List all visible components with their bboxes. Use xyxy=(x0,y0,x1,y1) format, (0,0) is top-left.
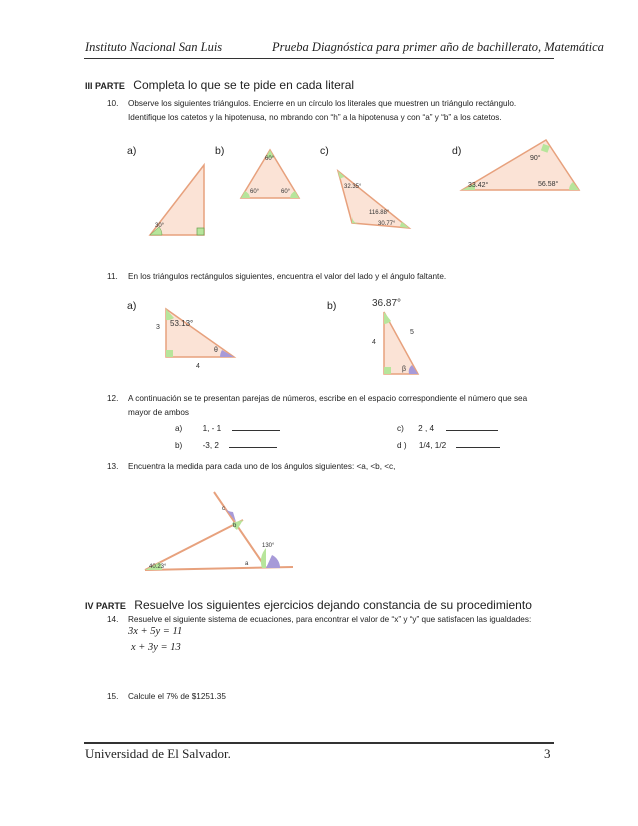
q11-b-side-left: 4 xyxy=(372,339,376,346)
q14-number: 14. xyxy=(107,615,119,624)
q10-label-c: c) xyxy=(320,145,329,157)
q12-d-label: d ) xyxy=(397,441,407,450)
q10-c-bottom: 116.88° xyxy=(369,210,390,216)
q12-item-a xyxy=(175,421,280,436)
q14-eq2: x + 3y = 13 xyxy=(131,642,181,653)
header-title: Prueba Diagnóstica para primer año de bachillerato, Matemática xyxy=(272,40,604,54)
q11-label-b: b) xyxy=(327,300,337,312)
q10-label-d: d) xyxy=(452,145,462,157)
q11-text: En los triángulos rectángulos siguientes, encuentra el valor del lado y el ángulo faltante. xyxy=(128,272,447,281)
part3-label: III PARTE xyxy=(85,81,125,91)
q10-b-top: 60° xyxy=(265,156,275,162)
q12-item-d xyxy=(397,438,500,453)
q10-d-right: 56.58° xyxy=(538,181,559,188)
q11-b-side-right: 5 xyxy=(410,329,414,336)
q15-text: Calcule el 7% de $1251.35 xyxy=(128,692,226,701)
q11-b-angle: 36.87° xyxy=(372,298,402,309)
q10-d-top: 90° xyxy=(530,155,541,162)
q14-eq1: 3x + 5y = 11 xyxy=(128,626,183,637)
q10-number: 10. xyxy=(107,99,119,108)
q12-a-label: a) xyxy=(175,424,183,433)
q10-triangle-c xyxy=(338,171,409,228)
q14-text: Resuelve el siguiente sistema de ecuaciones, para encontrar el valor de “x” y “y” que satisfacen las igualdades: xyxy=(128,615,532,624)
q11-b-unknown: β xyxy=(402,366,407,373)
part4-label: IV PARTE xyxy=(85,601,126,611)
q12-c-pair: 2 , 4 xyxy=(418,424,435,433)
part3-instruction: Completa lo que se te pide en cada literal xyxy=(133,78,355,92)
q11-label-a: a) xyxy=(127,300,137,312)
q12-a-pair: 1, - 1 xyxy=(202,424,222,433)
q10-c-right: 30.77° xyxy=(378,221,396,227)
part4-instruction: Resuelve los siguientes ejercicios dejando constancia de su procedimiento xyxy=(134,598,532,612)
q10-b-right: 60° xyxy=(281,189,291,195)
q13-c: c xyxy=(222,506,225,512)
q13-figure xyxy=(145,492,293,570)
q13-text: Encuentra la medida para cada uno de los ángulos siguientes: <a, <b, <c, xyxy=(128,462,396,471)
q10-a-angle: 30° xyxy=(155,223,165,229)
footer-rule xyxy=(84,742,554,744)
header-school: Instituto Nacional San Luis xyxy=(85,40,223,54)
q10-line2: Identifique los catetos y la hipotenusa, no mbrando con “h” a la hipotenusa y con “a” y “b” a los catetos. xyxy=(128,113,502,122)
q11-a-angle: 53.13° xyxy=(170,319,194,328)
q12-c-answer-blank[interactable] xyxy=(446,421,498,431)
q10-triangle-b xyxy=(241,150,299,198)
q13-left-angle: 40.23° xyxy=(149,564,167,570)
q10-label-b: b) xyxy=(215,145,225,157)
part4-heading xyxy=(85,596,532,614)
q12-line2: mayor de ambos xyxy=(128,408,189,417)
q12-d-answer-blank[interactable] xyxy=(456,438,500,448)
footer-university: Universidad de El Salvador. xyxy=(85,746,231,761)
q12-b-label: b) xyxy=(175,441,183,450)
q13-ext-angle: 130° xyxy=(262,543,275,549)
q10-label-a: a) xyxy=(127,145,137,157)
q11-number: 11. xyxy=(107,272,118,281)
q11-a-unknown: θ xyxy=(214,347,218,354)
q12-item-b xyxy=(175,438,277,453)
q10-line1: Observe los siguientes triángulos. Encierre en un círculo los literales que muestren un triángulo rectángulo. xyxy=(128,99,517,108)
q12-line1: A continuación se te presentan parejas de números, escribe en el espacio correspondiente el número que sea xyxy=(128,394,528,403)
q10-triangle-a xyxy=(150,165,204,235)
q12-a-answer-blank[interactable] xyxy=(232,421,280,431)
q11-a-side-left: 3 xyxy=(156,324,160,331)
q12-c-label: c) xyxy=(397,424,404,433)
q15-number: 15. xyxy=(107,692,119,701)
q12-d-pair: 1/4, 1/2 xyxy=(418,441,447,450)
q12-b-pair: -3, 2 xyxy=(202,441,219,450)
q12-item-c xyxy=(397,421,498,436)
q13-number: 13. xyxy=(107,462,119,471)
q13-b: b xyxy=(233,523,237,529)
q12-b-answer-blank[interactable] xyxy=(229,438,277,448)
q10-c-top: 32.35° xyxy=(344,184,362,190)
q13-a: a xyxy=(245,561,249,567)
q10-triangle-d xyxy=(462,140,579,190)
q10-d-left: 33.42° xyxy=(468,182,489,189)
q12-number: 12. xyxy=(107,394,119,403)
q11-triangle-b xyxy=(372,298,418,374)
footer-page-number: 3 xyxy=(544,746,551,761)
q10-b-left: 60° xyxy=(250,189,260,195)
q11-a-side-bottom: 4 xyxy=(196,363,200,370)
q11-triangle-a xyxy=(156,309,234,370)
